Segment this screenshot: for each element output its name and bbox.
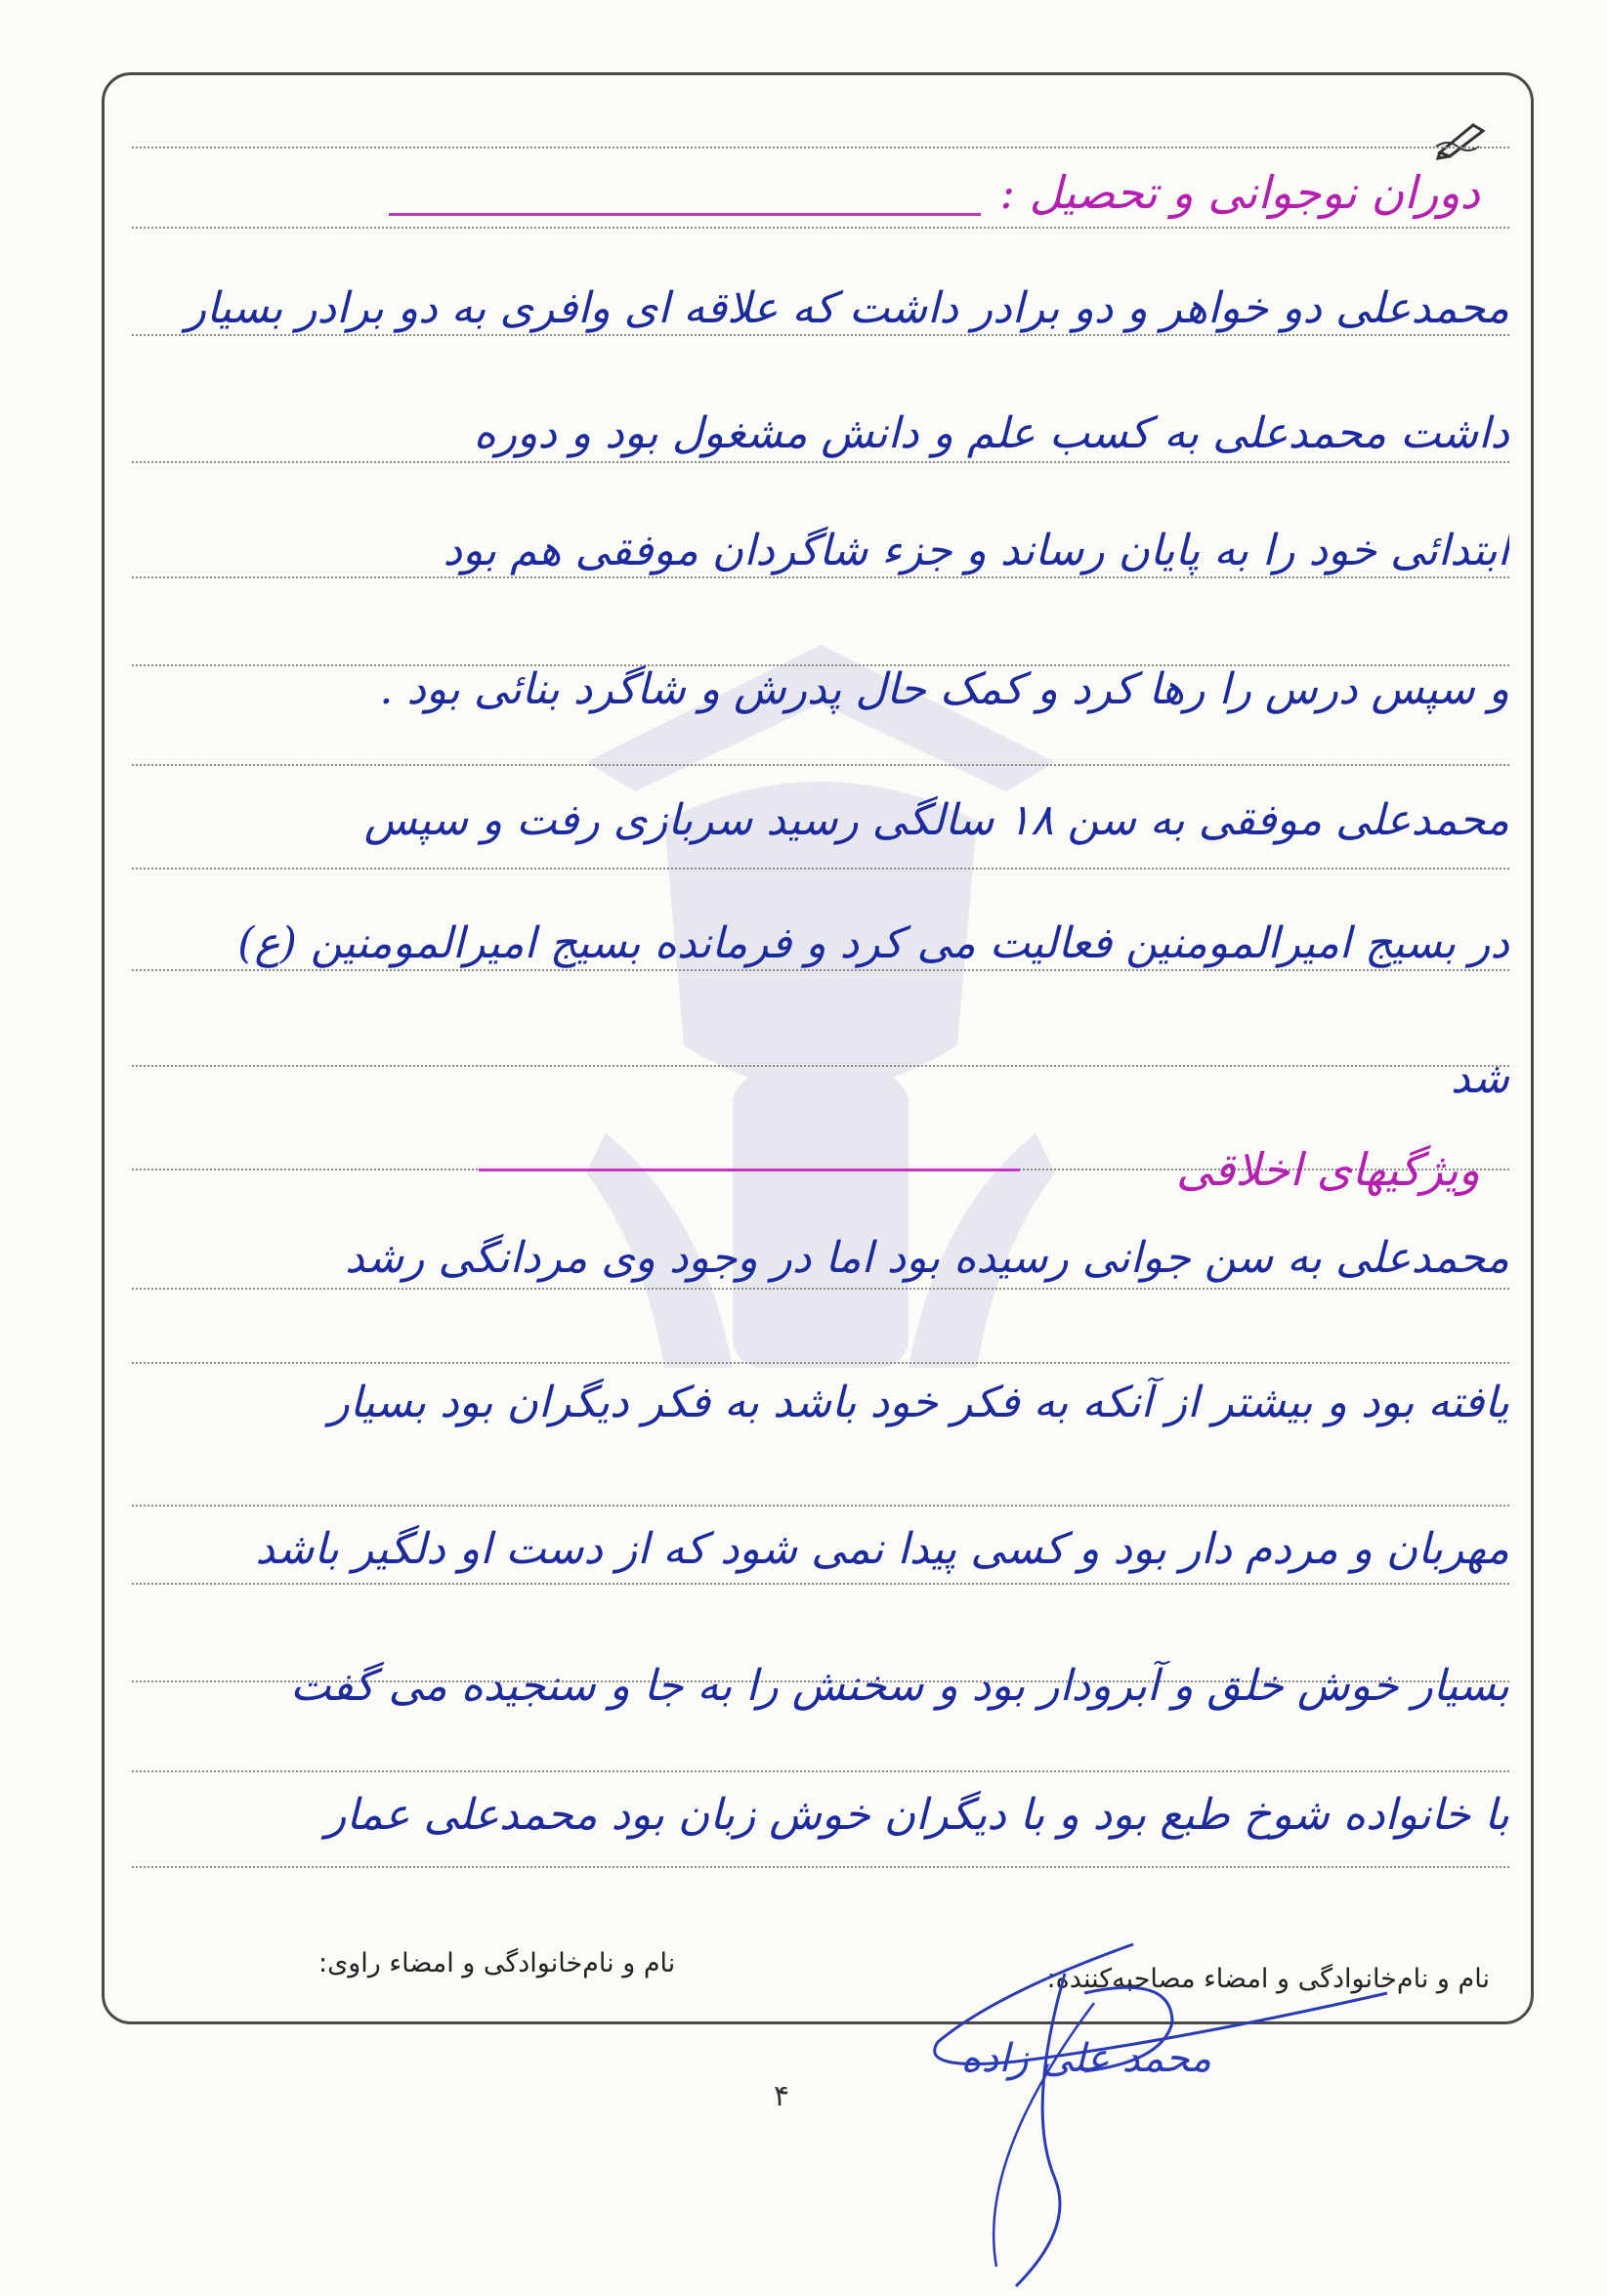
page-frame <box>102 72 1534 2024</box>
text-line: داشت محمدعلی به کسب علم و دانش مشغول بود و دوره <box>473 408 1509 458</box>
interviewer-signature-label: نام و نام‌خانوادگی و امضاء مصاحبه‌کننده: <box>1046 1964 1490 1994</box>
narrator-signature-label: نام و نام‌خانوادگی و امضاء راوی: <box>318 1948 676 1978</box>
text-line: محمدعلی به سن جوانی رسیده بود اما در وجود وی مردانگی رشد <box>345 1233 1509 1283</box>
text-line: یافته بود و بیشتر از آنکه به فکر خود باشد به فکر دیگران بود بسیار <box>328 1378 1509 1427</box>
text-line: شد <box>1451 1053 1509 1103</box>
ruled-line <box>132 969 1509 971</box>
text-line: با خانواده شوخ طبع بود و با دیگران خوش زبان بود محمدعلی عمار <box>325 1790 1509 1840</box>
svg-text:محمد علی زاده: محمد علی زاده <box>960 2036 1211 2081</box>
ruled-line <box>132 764 1509 766</box>
text-line: در بسیج امیرالمومنین فعالیت می کرد و فرمانده بسیج امیرالمومنین (ع) <box>237 918 1509 968</box>
text-line: مهربان و مردم دار بود و کسی پیدا نمی شود که از دست او دلگیر باشد <box>255 1524 1509 1574</box>
section-heading: ویژگیهای اخلاقی <box>1175 1143 1480 1196</box>
ruled-line <box>132 1583 1509 1585</box>
ruled-line <box>132 1362 1509 1364</box>
ruled-line <box>132 334 1509 336</box>
handwritten-signature <box>879 1935 1426 2296</box>
ruled-line <box>132 227 1509 229</box>
ruled-line <box>132 1288 1509 1290</box>
page-number: ۴ <box>774 2079 790 2113</box>
text-line: بسیار خوش خلق و آبرودار بود و سخنش را به جا و سنجیده می گفت <box>290 1661 1509 1711</box>
ruled-line <box>132 461 1509 463</box>
text-line: محمدعلی موفقی به سن ۱۸ سالگی رسید سربازی رفت و سپس <box>363 795 1509 845</box>
heading-underline <box>479 1169 1020 1171</box>
ruled-line <box>132 147 1509 149</box>
heading-underline <box>389 213 981 216</box>
ruled-line <box>132 576 1509 578</box>
ruled-line <box>132 1505 1509 1507</box>
pen-writing-icon <box>1434 117 1493 160</box>
text-line: محمدعلی دو خواهر و دو برادر داشت که علاقه ای وافری به دو برادر بسیار <box>185 283 1509 333</box>
text-line: و سپس درس را رها کرد و کمک حال پدرش و شاگرد بنائی بود . <box>379 664 1509 714</box>
section-heading: دوران نوجوانی و تحصیل : <box>999 166 1480 219</box>
ruled-line <box>132 868 1509 870</box>
ruled-line <box>132 1866 1509 1868</box>
ruled-line <box>132 1770 1509 1772</box>
text-line: ابتدائی خود را به پایان رساند و جزء شاگردان موفقی هم بود <box>443 526 1509 575</box>
